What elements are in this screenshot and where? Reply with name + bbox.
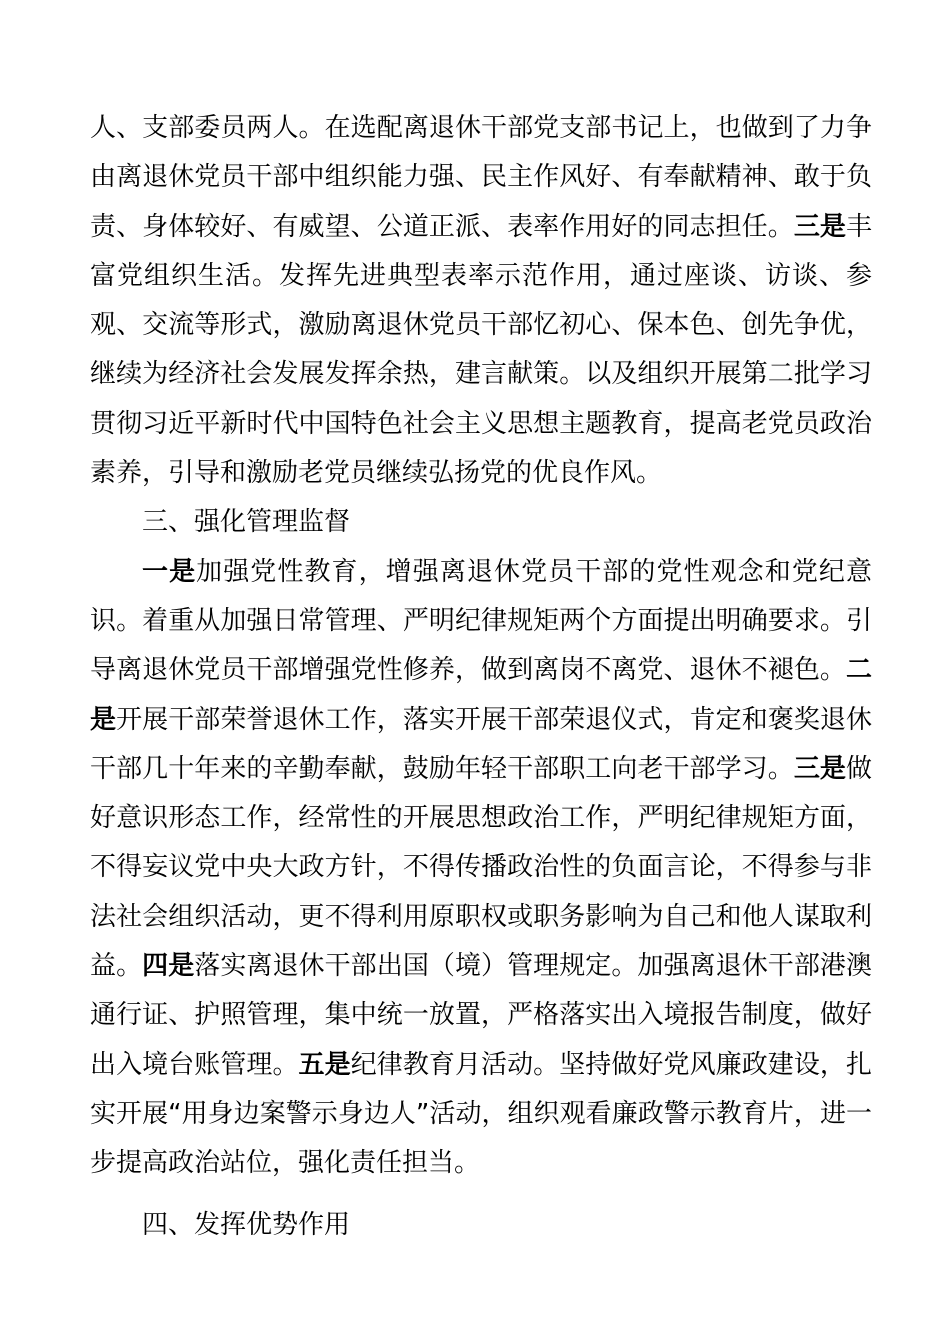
emphasis-third: 三是 (793, 753, 846, 784)
paragraph-text: 丰富党组织生活。发挥先进典型表率示范作用，通过座谈、访谈、参观、交流等形式，激励离退休党员干部忆初心、保本色、创先争优，继续为经济社会发展发挥余热，建言献策。以及组织开展第二批学习贯彻习近平新时代中国特色社会主义思想主题教育，提高老党员政治素养，引导和激励老党员继续弘扬党的优良作风。 (90, 211, 872, 489)
paragraph-text: 加强党性教育，增强离退休党员干部的党性观念和党纪意识。着重从加强日常管理、严明纪律规矩两个方面提出明确要求。引导离退休党员干部增强党性修养，做到离岗不离党、退休不褪色。 (90, 556, 872, 686)
emphasis-first: 一是 (142, 556, 197, 587)
paragraph-text: 落实离退休干部出国（境）管理规定。加强离退休干部港澳通行证、护照管理，集中统一放置，严格落实出入境报告制度，做好出入境台账管理。 (90, 951, 872, 1080)
emphasis-third: 三是 (793, 211, 846, 242)
section-heading-4: 四、发挥优势作用 (142, 1209, 351, 1240)
paragraph-party-organization (90, 104, 872, 498)
paragraph-text: 人、支部委员两人。在选配离退休干部党支部书记上，也做到了力争由离退休党员干部中组织能力强、民主作风好、有奉献精神、敢于负责、身体较好、有威望、公道正派、表率作用好的同志担任。 (90, 113, 872, 242)
emphasis-fourth: 四是 (142, 951, 195, 982)
emphasis-fifth: 五是 (298, 1049, 351, 1080)
paragraph-text: 做好意识形态工作，经常性的开展思想政治工作，严明纪律规矩方面，不得妄议党中央大政方针，不得传播政治性的负面言论，不得参与非法社会组织活动，更不得利用原职权或职务影响为自己和他人谋取利益。 (90, 753, 872, 982)
paragraph-text: 开展干部荣誉退休工作，落实开展干部荣退仪式，肯定和褒奖退休干部几十年来的辛勤奉献，鼓励年轻干部职工向老干部学习。 (90, 704, 872, 784)
document-body (90, 104, 872, 1250)
paragraph-management-supervision (90, 548, 872, 1189)
paragraph-text: 纪律教育月活动。坚持做好党风廉政建设，扎实开展“用身边案警示身边人”活动，组织观看廉政警示教育片，进一步提高政治站位，强化责任担当。 (90, 1049, 872, 1179)
section-heading-3: 三、强化管理监督 (142, 507, 351, 538)
emphasis-second: 二是 (90, 655, 872, 735)
